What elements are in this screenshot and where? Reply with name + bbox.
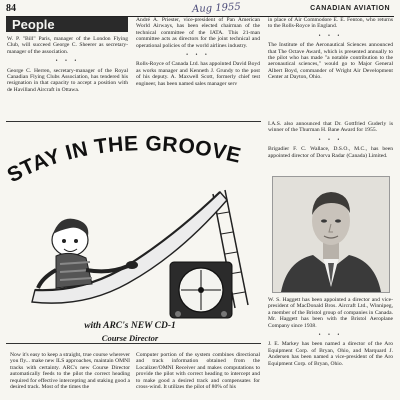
paragraph: in place of Air Commodore E. E. Fenton, who returns to the Rolls-Royce in England. xyxy=(268,17,393,30)
paragraph: Brigadier F. C. Wallace, D.S.O., M.C., has been appointed director of Dorva Radar (Canada) Limited. xyxy=(268,146,393,159)
separator: • • • xyxy=(318,32,343,39)
column-2 xyxy=(136,17,260,90)
separator: • • • xyxy=(318,136,343,143)
portrait-photo xyxy=(272,176,390,293)
column-1 xyxy=(7,36,128,96)
column-3-lower xyxy=(268,297,393,370)
paragraph: André A. Priester, vice-president of Pan American World Airways, has been elected chairman of the technical committee of the IATA. This 21-man committee acts as directors for the joint technical and operational policies of the world airlines industry. xyxy=(136,17,260,49)
paragraph: George C. Herren, secretary-manager of the Royal Canadian Flying Clubs Association, has tendered his resignation in that capacity to accept a position with de Havilland Aircraft in Ottawa. xyxy=(7,67,128,93)
ad-body-left: Now it's easy to keep a straight, true course wherever you fly... make new ILS approaches, maintain OMNI tracks with certainty. ARC's new Course Director automatically feeds to the pilot the correct heading required for effective intercepting and staking good a desired track. Most of the times the xyxy=(10,352,130,391)
ad-body-right: Computer portion of the system combines directional and track information obtained from the Localizer/OMNI Receiver and makes computations to provide the pilot with correct heading to intercept and to make good a desired track and compensates for cross-wind. It utilizes the pilot of 80% of his xyxy=(136,352,260,391)
portrait-illustration xyxy=(273,177,389,292)
separator: • • • xyxy=(318,332,343,339)
magazine-title: CANADIAN AVIATION xyxy=(310,5,390,12)
handwritten-annotation: Aug 1955 xyxy=(191,1,242,16)
separator: • • • xyxy=(55,58,80,65)
paragraph: The Institute of the Aeronautical Sciences announced that The Octave Award, which is presented annually to the pilot who has made "a notable contribution to the aeronautical sciences," would go to Major General Albert Boyd, commander of Wright Air Development Center at Dayton, Ohio. xyxy=(268,42,393,81)
section-heading-box xyxy=(6,17,128,32)
separator: • • • xyxy=(186,52,210,59)
paragraph: W. S. Haggett has been appointed a director and vice-president of MacDonald Bros. Aircraft Ltd., Winnipeg, a member of the Bristol group of companies in Canada. Mr. Haggett has been with the Bristol Aeroplane Company since 1938. xyxy=(268,297,393,329)
slide-cartoon-illustration xyxy=(20,170,260,320)
paragraph: J. E. Markey has been named a director of the Aro Equipment Corp. of Bryan, Ohio, and Marquard J. Andersen has been named a vice-president of the Aro Equipment Corp. of Bryan, Ohio. xyxy=(268,341,393,367)
ad-headline-text: STAY IN THE GROOVE xyxy=(3,132,244,188)
ad-product-name: Course Director xyxy=(101,333,159,343)
section-title: People xyxy=(12,17,55,32)
ad-tagline: with ARC's NEW CD-1 xyxy=(84,321,176,331)
paragraph: W. P. "Bill" Paris, manager of the London Flying Club, will succeed George C. Sheerer as secretary-manager of the association. xyxy=(7,36,128,55)
page-number: 84 xyxy=(6,3,16,14)
column-3 xyxy=(268,17,393,84)
paragraph: Rolls-Royce of Canada Ltd. has appointed David Boyd as works manager and Kenneth J. Grundy to the post of his deputy. A. Maxwell Scott, formerly chief test engineer, has been named sales manager serv xyxy=(136,61,260,87)
column-3-middle xyxy=(268,121,393,162)
paragraph: I.A.S. also announced that Dr. Gottfried Guderly is winner of the Thurman H. Bane Award for 1955. xyxy=(268,121,393,134)
ad-border-bottom xyxy=(6,343,261,344)
